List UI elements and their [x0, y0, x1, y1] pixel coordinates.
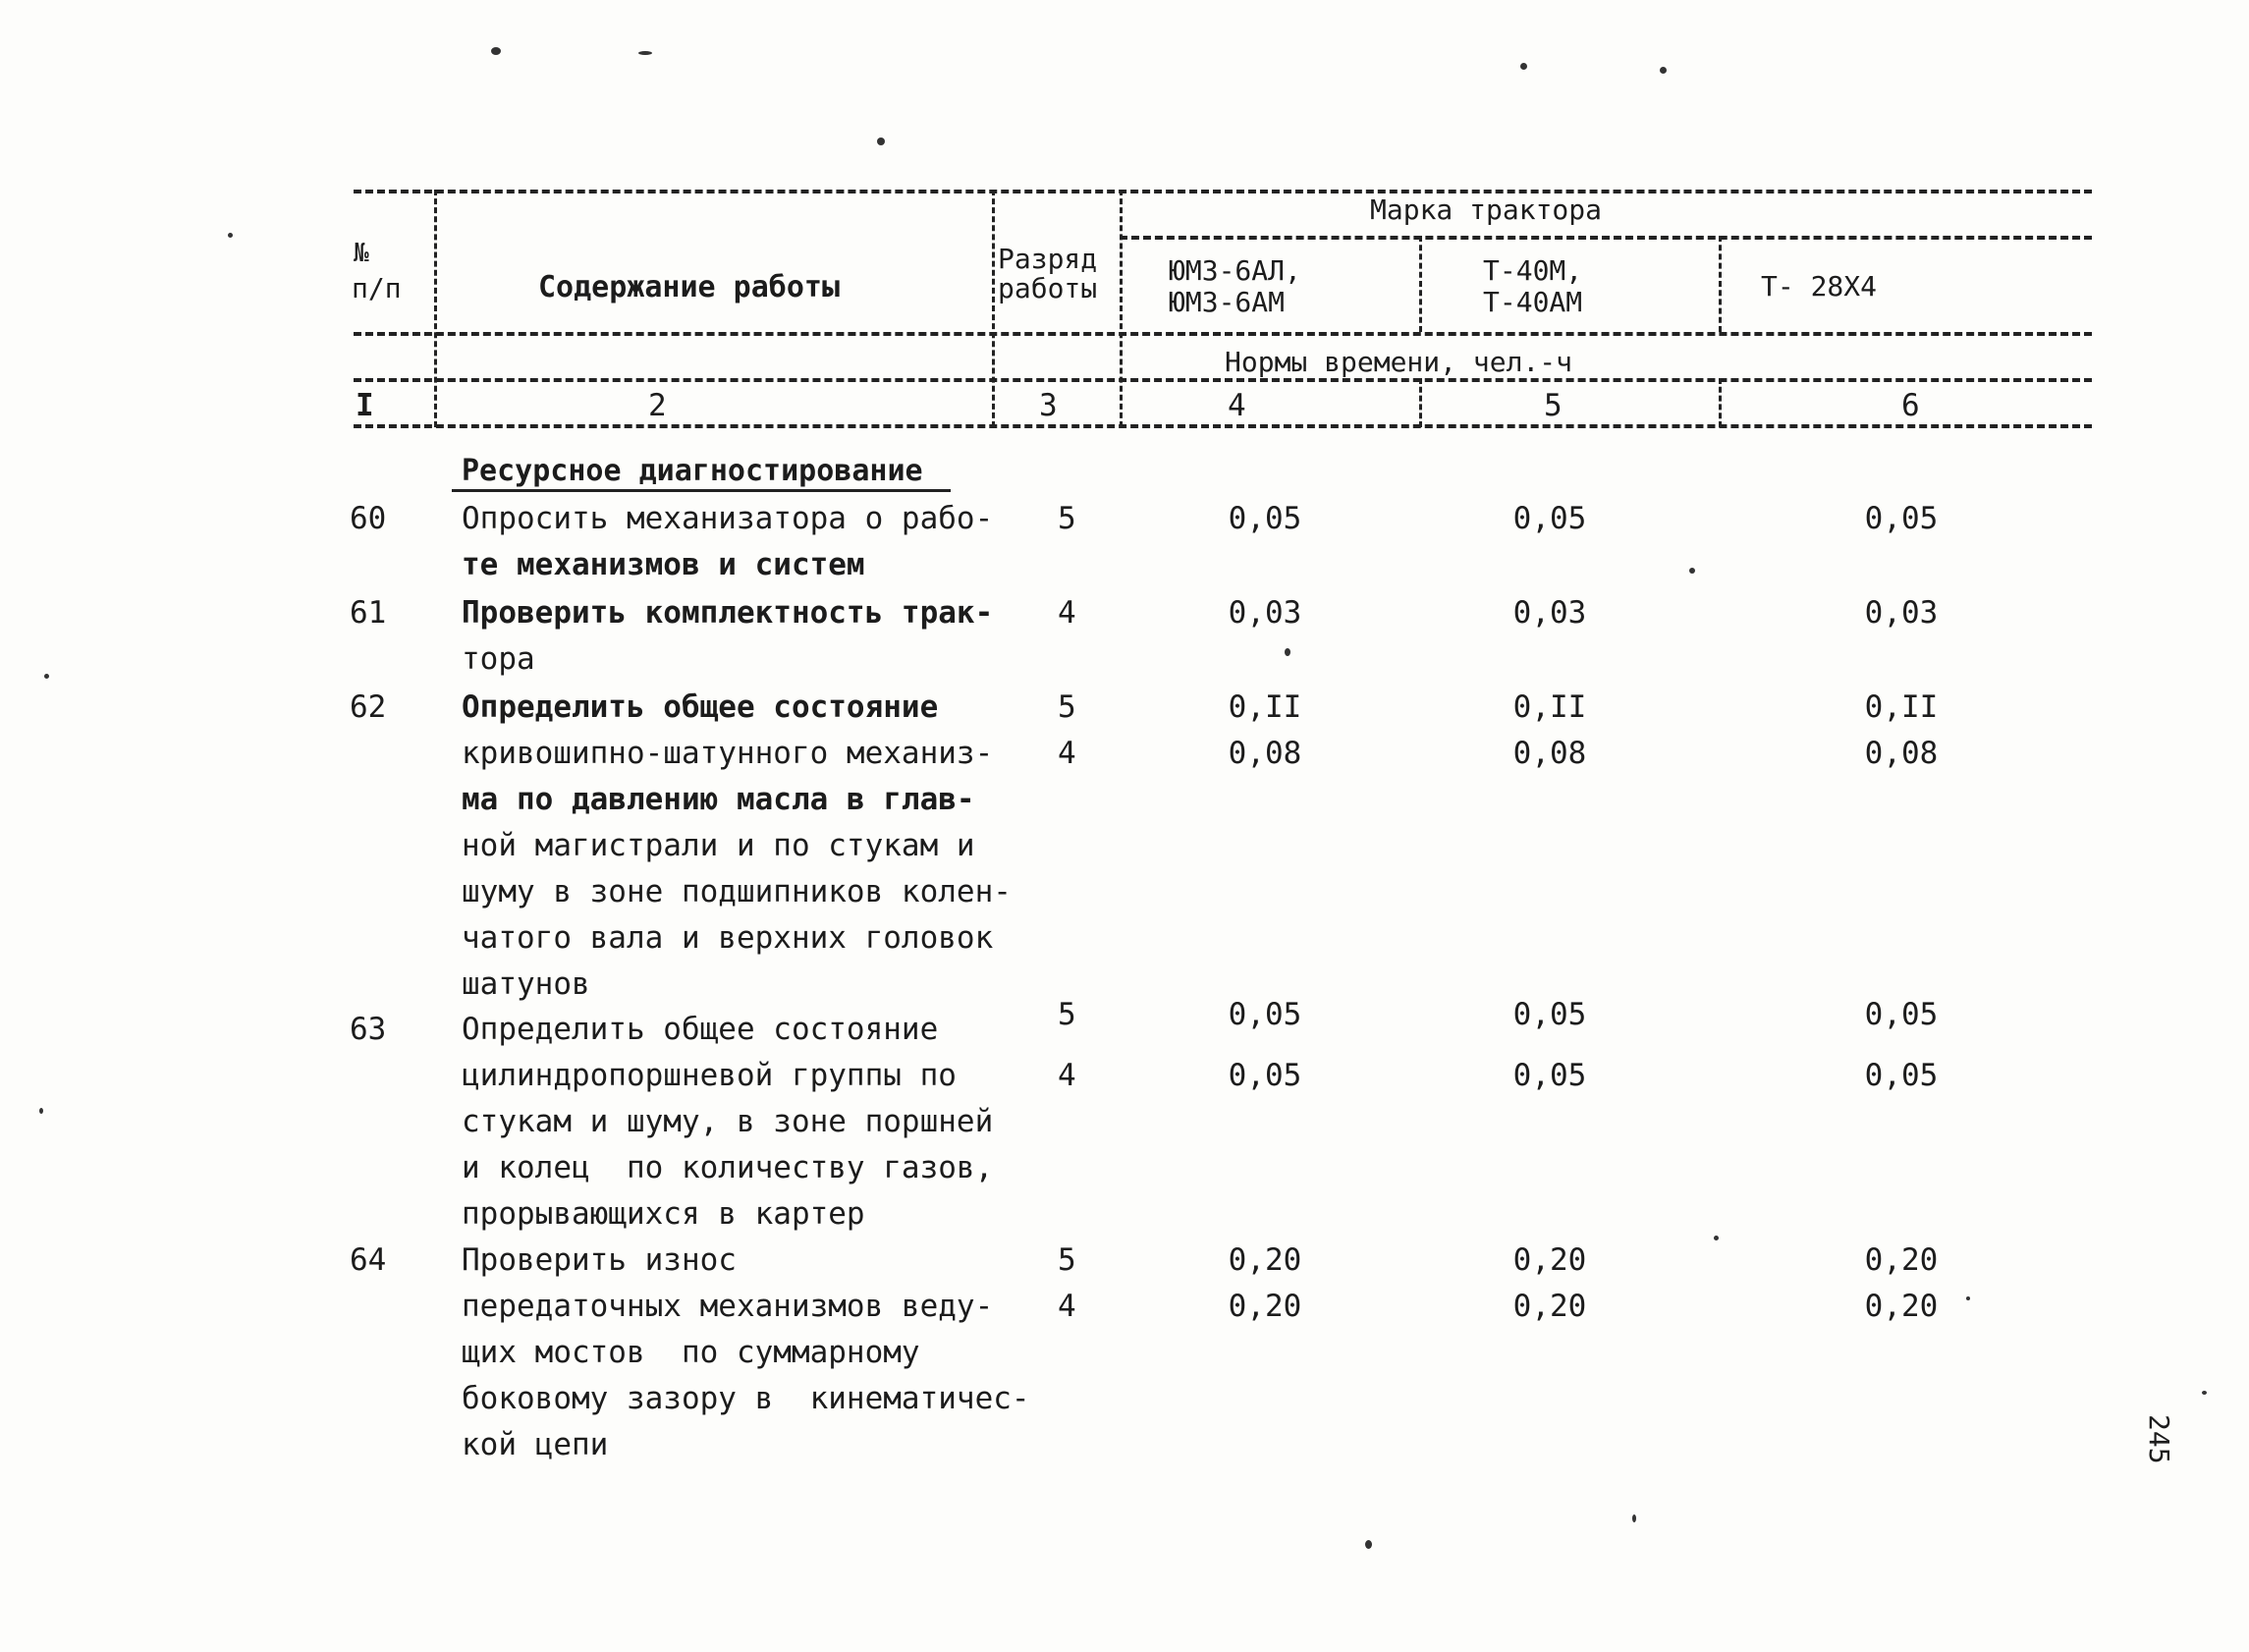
row-grade: 5	[1058, 689, 1076, 725]
row-value-col6: 0,II	[1864, 689, 1939, 725]
row-value-col6: 0,05	[1864, 501, 1939, 536]
scan-speck	[1966, 1296, 1970, 1300]
row-text-line: и колец по количеству газов,	[462, 1150, 994, 1185]
row-number: 61	[350, 595, 387, 631]
scan-speck	[1520, 63, 1527, 70]
row-value-col5: 0,20	[1512, 1242, 1587, 1278]
row-value-col4: 0,05	[1228, 1058, 1302, 1093]
header-col5-label-2: Т-40АМ	[1483, 286, 1583, 318]
header-mid-rule	[354, 332, 2092, 336]
row-value-col4: 0,08	[1228, 736, 1302, 771]
row-value-col5: 0,08	[1512, 736, 1587, 771]
scan-speck	[2202, 1391, 2207, 1395]
col-sep-5	[1719, 236, 1722, 332]
row-value-col4: 0,03	[1228, 595, 1302, 631]
row-text-line: стукам и шуму, в зоне поршней	[462, 1104, 994, 1139]
header-brand-label: Марка трактора	[1370, 193, 1603, 226]
row-value-col5: 0,03	[1512, 595, 1587, 631]
scan-speck	[1632, 1514, 1636, 1522]
colnum-5: 5	[1544, 388, 1563, 423]
row-text-line: Определить общее состояние	[462, 1012, 939, 1047]
row-text-line: Проверить комплектность трак-	[462, 595, 994, 631]
row-text-line: шатунов	[462, 966, 590, 1002]
row-grade: 5	[1058, 1242, 1076, 1278]
row-text-line: щих мостов по суммарному	[462, 1335, 920, 1370]
row-grade: 4	[1058, 595, 1076, 631]
row-value-col5: 0,II	[1512, 689, 1587, 725]
scan-speck	[1660, 67, 1667, 74]
row-text-line: те механизмов и систем	[462, 547, 865, 582]
header-norms-label: Нормы времени, чел.-ч	[1225, 346, 1573, 378]
section-title: Ресурсное диагностирование	[462, 454, 923, 488]
row-text-line: ма по давлению масла в глав-	[462, 782, 975, 817]
colnum-3: 3	[1039, 388, 1058, 423]
row-value-col4: 0,II	[1228, 689, 1302, 725]
row-text-line: передаточных механизмов веду-	[462, 1289, 994, 1324]
colnum-2: 2	[648, 388, 667, 423]
row-text-line: тора	[462, 641, 535, 677]
row-grade: 4	[1058, 1289, 1076, 1324]
row-value-col4: 0,20	[1228, 1242, 1302, 1278]
row-text-line: Проверить износ	[462, 1242, 737, 1278]
header-content-label: Содержание работы	[538, 270, 841, 304]
row-text-line: чатого вала и верхних головок	[462, 920, 994, 956]
section-title-underline	[452, 489, 951, 492]
scan-speck	[1285, 648, 1290, 656]
scan-speck	[39, 1108, 43, 1114]
col-sep-4	[1419, 236, 1422, 332]
col-sep-4b	[1419, 378, 1422, 427]
row-value-col5: 0,20	[1512, 1289, 1587, 1324]
scan-speck	[228, 233, 233, 238]
row-text-line: кривошипно-шатунного механиз-	[462, 736, 994, 771]
scan-speck	[1689, 568, 1695, 574]
row-text-line: шуму в зоне подшипников колен-	[462, 874, 1012, 909]
colnum-6: 6	[1901, 388, 1920, 423]
scan-speck	[491, 47, 501, 55]
row-value-col6: 0,20	[1864, 1289, 1939, 1324]
row-text-line: кой цепи	[462, 1427, 609, 1462]
page-number: 245	[2143, 1414, 2175, 1464]
row-value-col6: 0,08	[1864, 736, 1939, 771]
header-col4-label-2: ЮМЗ-6АМ	[1169, 286, 1286, 318]
scan-speck	[1714, 1236, 1719, 1240]
row-number: 60	[350, 501, 387, 536]
row-value-col5: 0,05	[1512, 997, 1587, 1032]
row-value-col6: 0,03	[1864, 595, 1939, 631]
header-col5-label-1: Т-40М,	[1483, 254, 1583, 287]
table-top-rule	[354, 190, 2092, 193]
header-num-symbol: №	[354, 239, 369, 268]
row-text-line: цилиндропоршневой группы по	[462, 1058, 957, 1093]
row-value-col4: 0,05	[1228, 997, 1302, 1032]
row-number: 62	[350, 689, 387, 725]
row-text-line: боковому зазору в кинематичес-	[462, 1381, 1030, 1416]
colnum-1: I	[356, 388, 374, 423]
col-sep-2	[992, 190, 995, 427]
row-value-col6: 0,05	[1864, 997, 1939, 1032]
row-number: 63	[350, 1012, 387, 1047]
scan-speck	[44, 674, 49, 679]
row-value-col5: 0,05	[1512, 501, 1587, 536]
row-value-col6: 0,05	[1864, 1058, 1939, 1093]
scan-speck	[1365, 1540, 1372, 1549]
header-grade-label-1: Разряд	[998, 243, 1098, 275]
row-value-col6: 0,20	[1864, 1242, 1939, 1278]
row-value-col4: 0,20	[1228, 1289, 1302, 1324]
row-value-col4: 0,05	[1228, 501, 1302, 536]
colnum-4: 4	[1228, 388, 1246, 423]
brand-divider-rule	[1120, 236, 2092, 240]
row-value-col5: 0,05	[1512, 1058, 1587, 1093]
row-grade: 5	[1058, 501, 1076, 536]
header-grade-label-2: работы	[998, 272, 1098, 304]
row-text-line: Опросить механизатора о рабо-	[462, 501, 994, 536]
row-grade: 5	[1058, 997, 1076, 1032]
header-num-label: п/п	[352, 272, 402, 304]
col-sep-1	[434, 190, 437, 427]
row-grade: 4	[1058, 736, 1076, 771]
header-col4-label-1: ЮМЗ-6АЛ,	[1169, 254, 1301, 287]
row-text-line: прорывающихся в картер	[462, 1196, 865, 1232]
row-grade: 4	[1058, 1058, 1076, 1093]
row-text-line: Определить общее состояние	[462, 689, 939, 725]
row-text-line: ной магистрали и по стукам и	[462, 828, 975, 863]
scan-speck	[877, 138, 885, 145]
row-number: 64	[350, 1242, 387, 1278]
col-sep-3	[1120, 190, 1123, 427]
table-head-bottom-rule	[354, 424, 2092, 428]
col-sep-5b	[1719, 378, 1722, 427]
header-col6-label: Т- 28Х4	[1761, 270, 1878, 303]
scan-speck	[638, 51, 652, 55]
norms-rule	[354, 378, 2092, 382]
